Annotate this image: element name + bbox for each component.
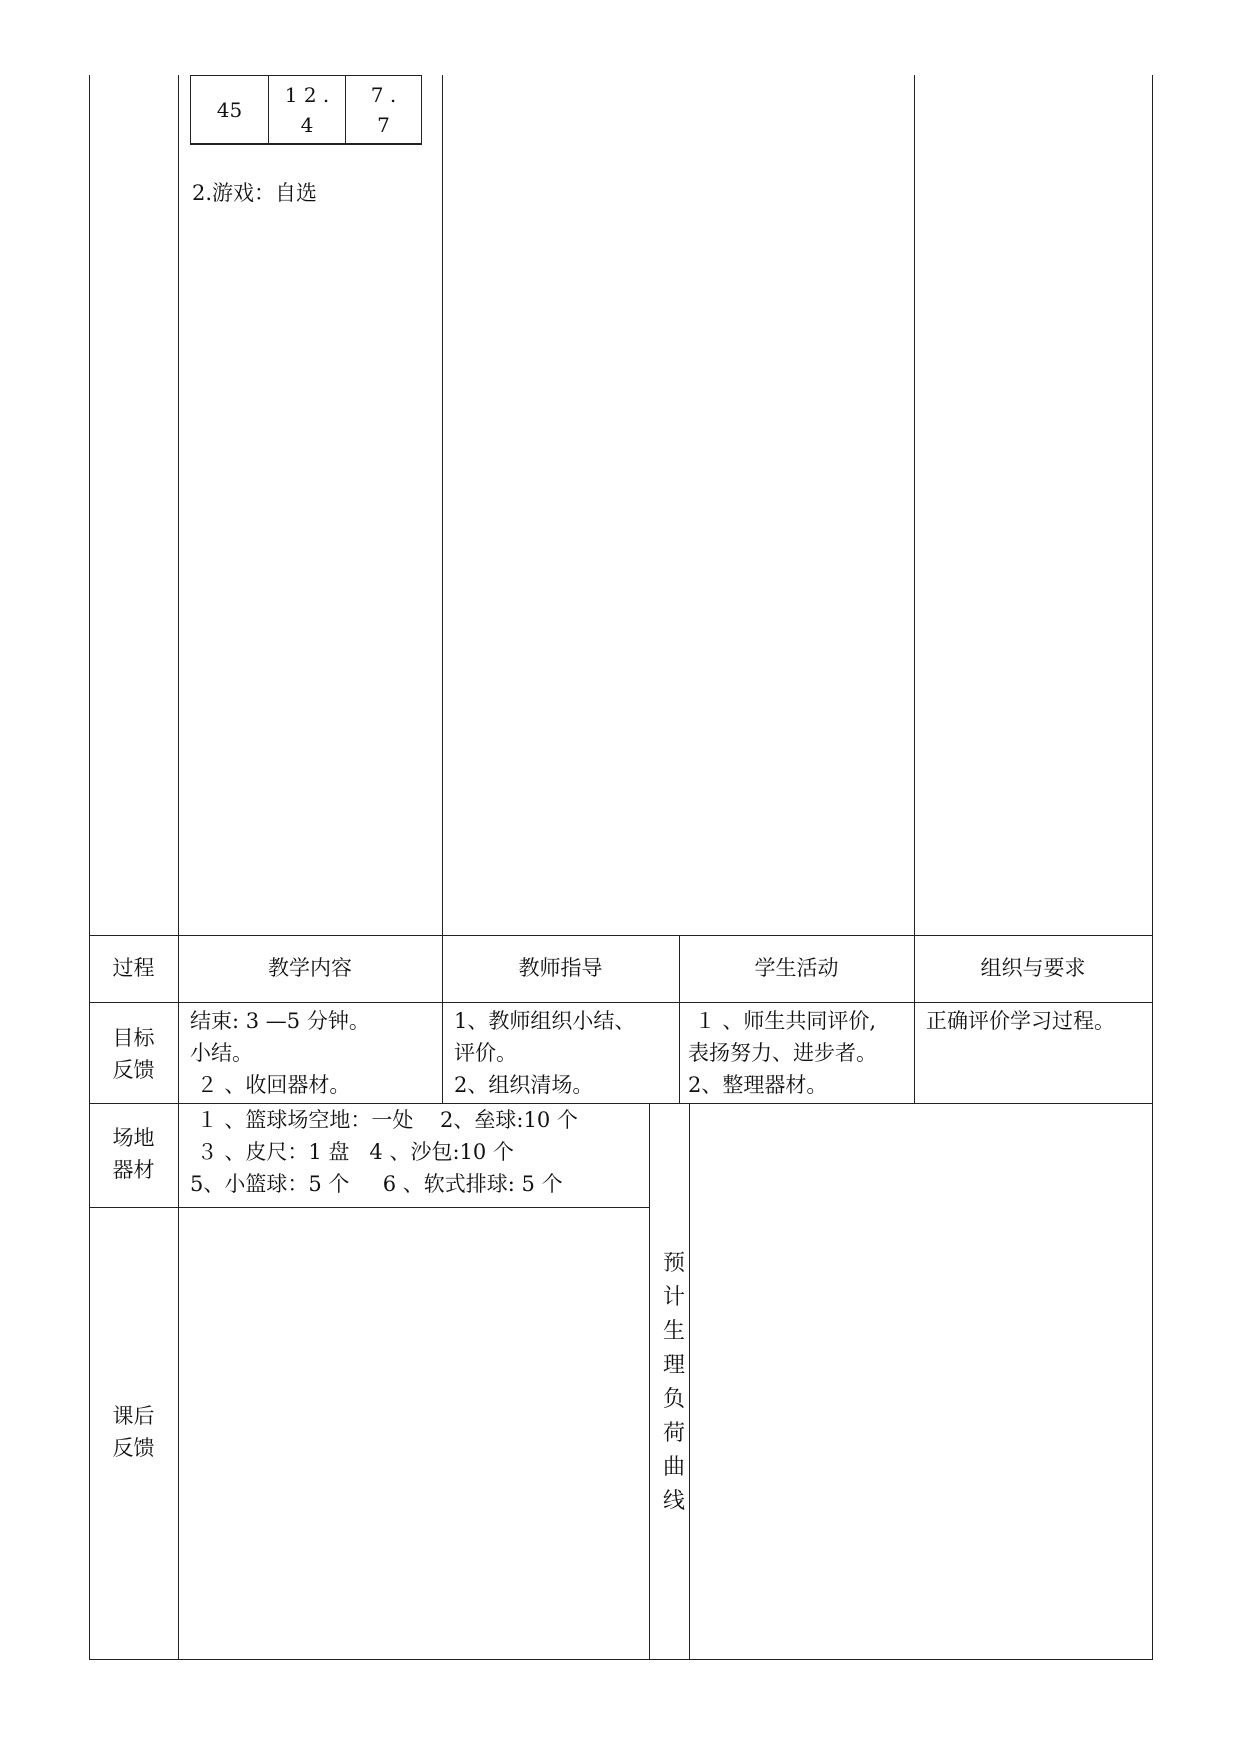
line-header-top [89, 935, 1153, 936]
header-process: 过程 [112, 956, 155, 980]
border-col4 [914, 75, 915, 1103]
feedback-label: 目标 反馈 [112, 1026, 155, 1082]
equipment-text: １ 、篮球场空地：一处 2、垒球:10 个 ３ 、皮尺：1 盘 4 、沙包:10 个 5、小篮球：5 个 6 、软式排球: 5 个 [190, 1108, 578, 1196]
after-class-label: 课后 反馈 [112, 1404, 155, 1460]
header-content: 教学内容 [268, 956, 352, 980]
header-organization: 组织与要求 [980, 956, 1086, 980]
border-col1 [178, 75, 179, 1660]
small-table-cell: 1 2 . 4 [284, 82, 330, 137]
small-table-cell: 45 [216, 97, 243, 122]
line-bottom [89, 1659, 1153, 1660]
feedback-organization: 正确评价学习过程。 [926, 1009, 1115, 1033]
equipment-label: 场地 器材 [112, 1126, 155, 1182]
line-equipment-bottom [89, 1207, 649, 1208]
line-header-bottom [89, 1002, 1153, 1003]
feedback-content: 结束: 3 —5 分钟。 小结。 ２ 、收回器材。 [190, 1009, 370, 1097]
border-col2 [442, 75, 443, 1103]
feedback-teacher: 1、教师组织小结、 评价。 2、组织清场。 [454, 1009, 636, 1097]
header-teacher: 教师指导 [518, 956, 603, 980]
small-table-cell: 7 . 7 [370, 82, 397, 137]
curve-label: 预 计 生 理 负 荷 曲 线 [662, 1251, 685, 1514]
game-text: 2.游戏：自选 [192, 181, 318, 205]
header-student: 学生活动 [754, 956, 839, 980]
feedback-student: １ 、师生共同评价, 表扬努力、进步者。 2、整理器材。 [688, 1009, 877, 1097]
border-curve-left [649, 1103, 650, 1660]
border-right [1152, 75, 1153, 1660]
